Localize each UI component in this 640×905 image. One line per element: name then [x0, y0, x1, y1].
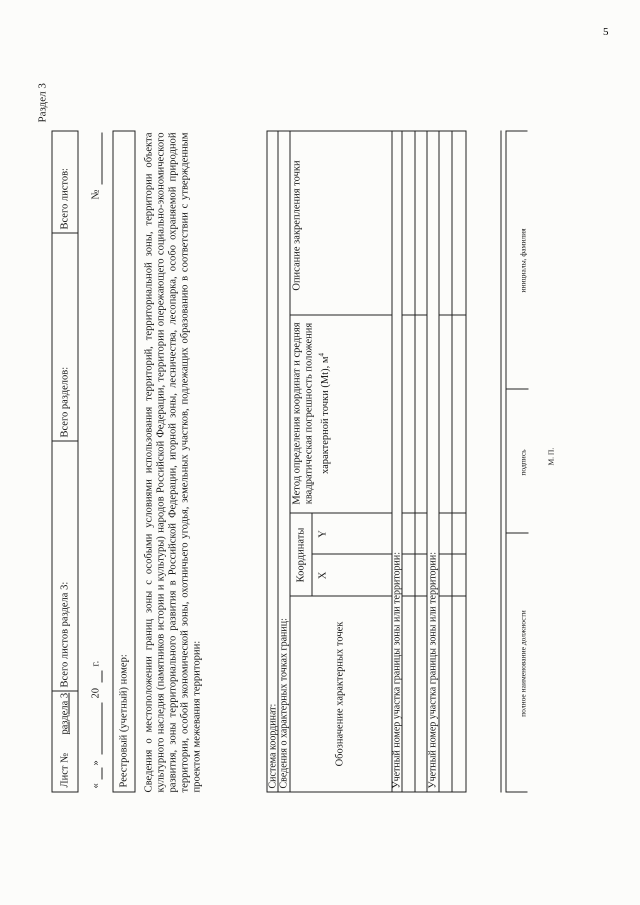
total-section-sheets: Всего листов раздела 3: — [59, 581, 71, 688]
razdela-label: раздела 3 — [59, 692, 71, 735]
signature-caption: подпись — [518, 449, 528, 476]
subsection-1-label: Учетный номер участка границы зоны или территории: — [391, 551, 403, 789]
col-description: Описание закрепления точки — [291, 160, 303, 291]
description-text: Сведения о местоположении границ зоны с особыми условиями использования территорий, территориальной зоны, территории объекта культурного наследия (памятников истории и культуры) народов Российской Федерации, территории опережающего социально-экономического развития, зоны территориального развития в Российской Федерации, игорной зоны, лесничества, лесопарка, особо охраняемой природной территории, особой экономической зоны, охотничьего угодья, земельных участков, подлежащих образованию в соответствии с утвержденным проектом межевания территории: — [143, 132, 203, 793]
char-points-label: Сведения о характерных точках границ: — [278, 618, 290, 789]
page-number: 5 — [603, 26, 609, 38]
total-sheets: Всего листов: — [59, 168, 71, 230]
position-caption: полное наименование должности — [518, 610, 528, 717]
rotated-page — [1, 0, 640, 905]
coord-system-label: Система координат: — [267, 703, 279, 789]
registry-label: Реестровый (учетный) номер: — [118, 654, 130, 788]
list-label: Лист № — [59, 752, 71, 788]
col-x: X — [317, 571, 329, 580]
points-table — [267, 131, 467, 793]
name-caption: инициалы, фамилия — [518, 228, 528, 293]
col-method — [292, 318, 333, 510]
year-suffix: г. — [90, 660, 102, 667]
subsection-2-label: Учетный номер участка границы зоны или территории: — [427, 551, 439, 789]
registry-box — [113, 131, 136, 793]
col-coords: Координаты — [295, 527, 307, 583]
year-prefix: 20 — [90, 688, 102, 699]
quote-close: » — [90, 760, 102, 766]
total-sections: Всего разделов: — [59, 366, 71, 438]
header-row — [52, 131, 79, 793]
col-method-footnote: 4 — [317, 353, 326, 357]
quote-open: « — [90, 783, 102, 789]
number-sign: № — [90, 189, 102, 200]
section-label: Раздел 3 — [36, 83, 49, 123]
col-method-text: Метод определения координат и средняя квадратическая погрешность положения характерной точки (Mt), м — [291, 322, 331, 505]
col-designation: Обозначение характерных точек — [334, 621, 346, 767]
col-y: Y — [317, 530, 329, 538]
seal-label: М. П. — [546, 447, 556, 466]
